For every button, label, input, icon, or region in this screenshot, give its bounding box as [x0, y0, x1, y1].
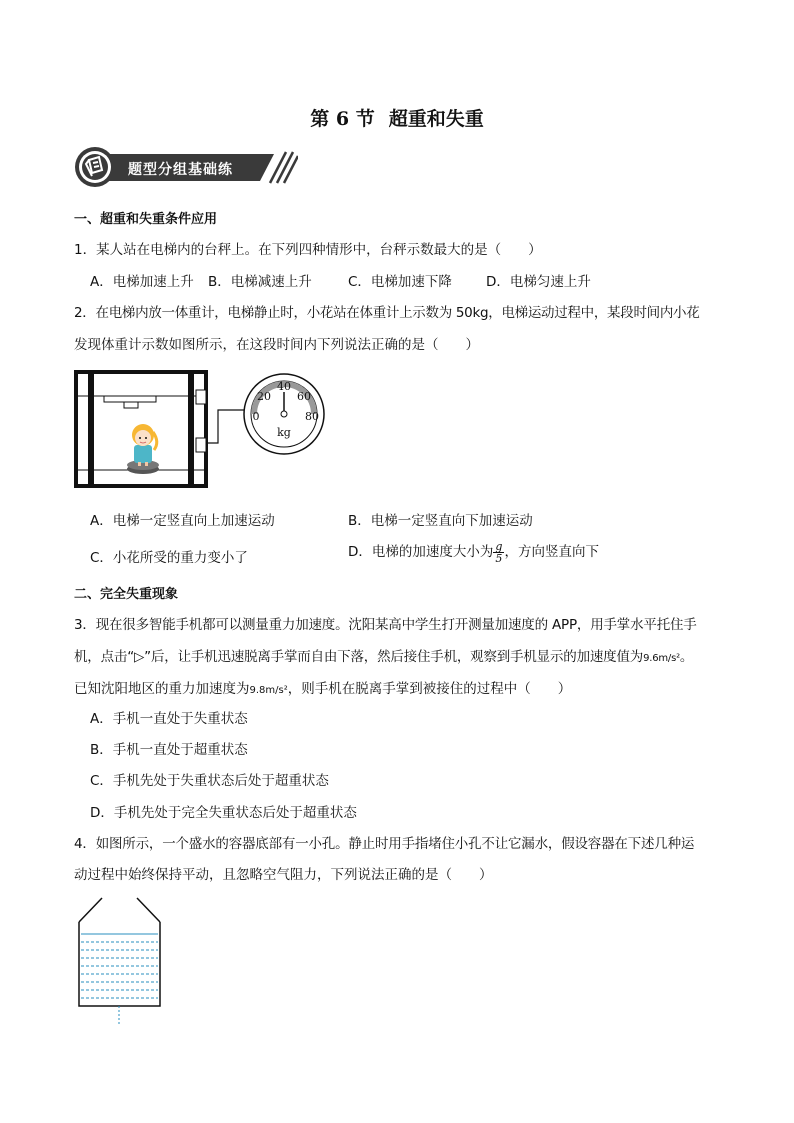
question-4-line1: 4．如图所示，一个盛水的容器底部有一小孔。静止时用手指堵住小孔不让它漏水，假设容器在下述几种运	[74, 836, 695, 852]
question-3-line3	[74, 677, 571, 697]
gauge-unit: kg	[277, 426, 291, 439]
title-section-number: 第 6 节	[310, 108, 375, 130]
water-level-lines	[81, 934, 158, 998]
section-2-title: 二、完全失重现象	[74, 587, 179, 602]
fraction-denominator: 5	[495, 551, 503, 565]
fraction-g-over-5	[493, 541, 504, 564]
q2-option-a: A．电梯一定竖直向上加速运动	[90, 513, 275, 529]
elevator-scale-figure	[74, 362, 336, 492]
section-banner	[74, 146, 298, 188]
q3-option-d: D．手机先处于完全失重状态后处于超重状态	[90, 805, 357, 821]
q3-option-b: B．手机一直处于超重状态	[90, 742, 248, 758]
girl-on-scale-icon	[127, 424, 159, 474]
question-3-line1: 3．现在很多智能手机都可以测量重力加速度。沈阳某高中学生打开测量加速度的 APP，用手掌水平托住手	[74, 617, 697, 633]
q3-option-a: A．手机一直处于失重状态	[90, 711, 248, 727]
question-1-stem: 1．某人站在电梯内的台秤上。在下列四种情形中，台秤示数最大的是（ ）	[74, 242, 542, 258]
q3-line2-end: 。	[679, 649, 694, 665]
q3-line3-text: 已知沈阳地区的重力加速度为	[74, 681, 250, 697]
question-2-stem-line1: 2．在电梯内放一体重计，电梯静止时，小花站在体重计上示数为 50kg，电梯运动过程中，某段时间内小花	[74, 305, 700, 321]
q3-line2-text: 机，点击“▷”后，让手机迅速脱离手掌而自由下落，然后接住手机，观察到手机显示的加速度值为	[74, 649, 644, 665]
fraction-numerator: g	[495, 539, 503, 553]
q2-option-c: C．小花所受的重力变小了	[90, 550, 248, 566]
q3-option-c: C．手机先处于失重状态后处于超重状态	[90, 773, 329, 789]
q3-local-gravity: 9.8m/s²	[249, 685, 288, 696]
q1-option-d: D．电梯匀速上升	[486, 274, 591, 290]
question-4-line2: 动过程中始终保持平动，且忽略空气阻力，下列说法正确的是（ ）	[74, 867, 493, 883]
banner-label: 题型分组基础练	[128, 162, 233, 178]
gauge-tick-0: 0	[252, 410, 260, 423]
gauge-tick-60: 60	[297, 390, 311, 403]
scale-gauge	[244, 374, 324, 454]
q1-option-b: B．电梯减速上升	[208, 274, 312, 290]
question-2-stem-line2: 发现体重计示数如图所示，在这段时间内下列说法正确的是（ ）	[74, 337, 479, 353]
q3-measured-value: 9.6m/s²	[643, 653, 680, 664]
q3-line3-end: ，则手机在脱离手掌到被接住的过程中（ ）	[287, 681, 572, 697]
q1-option-a: A．电梯加速上升	[90, 274, 194, 290]
gauge-tick-80: 80	[305, 410, 319, 423]
q2-option-b: B．电梯一定竖直向下加速运动	[348, 513, 533, 529]
q2-option-d-prefix: D．电梯的加速度大小为	[348, 544, 494, 560]
gauge-tick-40: 40	[277, 380, 291, 393]
section-1-title: 一、超重和失重条件应用	[74, 212, 218, 227]
page-title	[0, 104, 794, 131]
title-topic: 超重和失重	[388, 108, 484, 130]
q2-option-d-suffix: ，方向竖直向下	[504, 544, 599, 560]
gauge-tick-20: 20	[257, 390, 271, 403]
water-container-figure	[76, 894, 166, 1026]
q2-option-d	[348, 540, 599, 564]
q1-option-c: C．电梯加速下降	[348, 274, 452, 290]
banner-stripes	[270, 152, 298, 183]
cable	[206, 410, 246, 443]
question-3-line2	[74, 645, 693, 665]
